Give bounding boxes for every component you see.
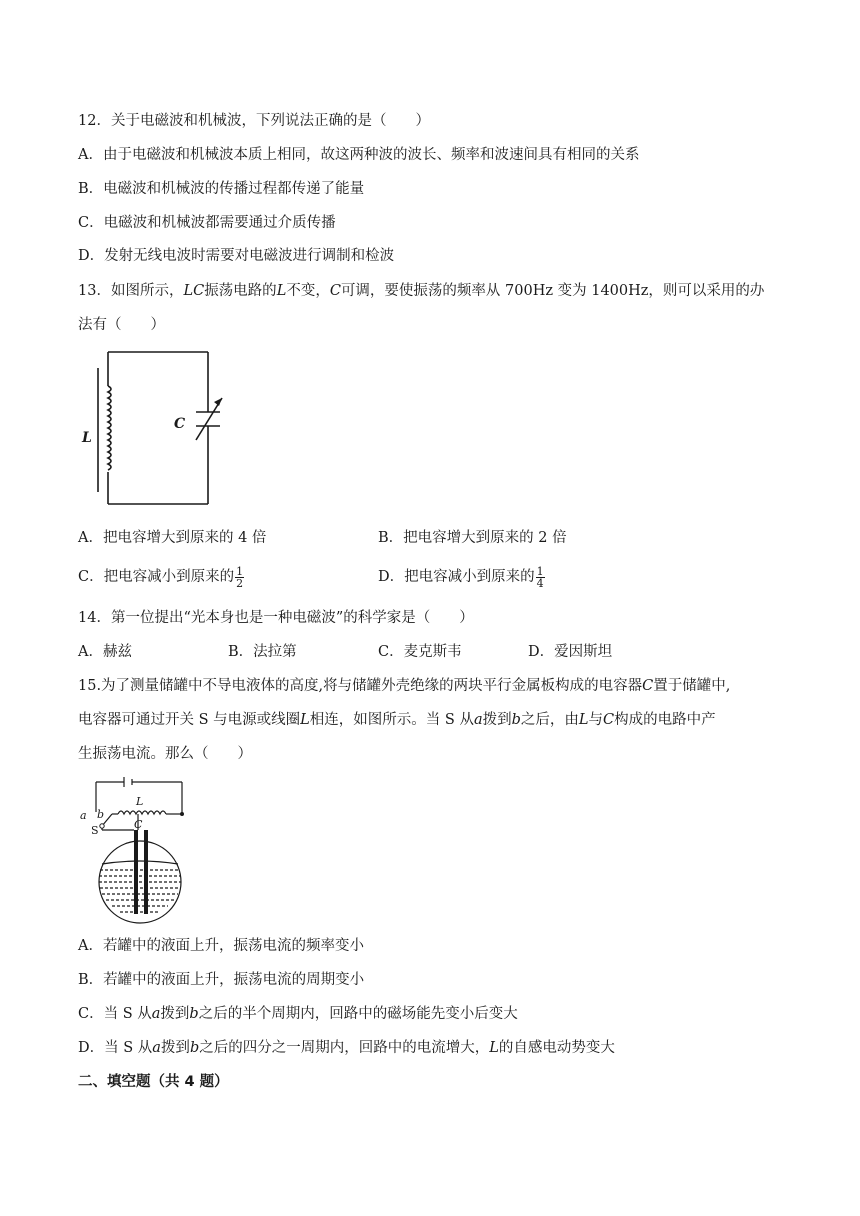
q15-option-a: A．若罐中的液面上升，振荡电流的频率变小: [78, 938, 364, 954]
q15-stem-line3: 生振荡电流。那么（ ）: [78, 746, 252, 762]
q13-stem-post: 可调，要使振荡的频率从 700Hz 变为 1400Hz，则可以采用的办: [340, 283, 765, 299]
q15-line2-mid2: 拨到: [482, 712, 512, 728]
q13-option-d: [378, 562, 545, 592]
q15-option-b: B．若罐中的液面上升，振荡电流的周期变小: [78, 972, 365, 988]
q15-d-pre: D．当 S 从: [78, 1040, 153, 1056]
lc-fig-label-l: L: [82, 430, 92, 446]
q14-option-d: D．爱因斯坦: [528, 644, 613, 660]
q13-stem-mid1: 振荡电路的: [204, 283, 277, 299]
q13-stem-line2: 法有（ ）: [78, 317, 165, 333]
q15-d-post: 的自感电动势变大: [498, 1040, 615, 1056]
lc-circuit-figure: [78, 346, 228, 514]
q15-line2-l2: L: [578, 712, 589, 728]
q15-c-post: 之后的半个周期内，回路中的磁场能先变小后变大: [198, 1006, 518, 1022]
q13-option-d-den: 4: [536, 576, 544, 590]
q15-c-a: a: [151, 1006, 161, 1022]
tank-fig-label-b: b: [97, 808, 105, 821]
q13-option-c-den: 2: [236, 576, 244, 590]
q12-option-b: B．电磁波和机械波的传播过程都传递了能量: [78, 181, 365, 197]
q15-d-mid: 拨到: [160, 1040, 190, 1056]
q13-option-a: A．把电容增大到原来的 4 倍: [78, 530, 267, 546]
q12-stem: 12．关于电磁波和机械波，下列说法正确的是（ ）: [78, 113, 430, 129]
q13-option-c-num: 1: [236, 564, 244, 578]
q15-line2-mid: 相连，如图所示。当 S 从: [309, 712, 474, 728]
q12-option-d: D．发射无线电波时需要对电磁波进行调制和检波: [78, 248, 395, 264]
tank-fig-label-c: C: [134, 818, 143, 831]
q15-line1-post: 置于储罐中,: [653, 678, 731, 694]
tank-fig-label-s: S: [91, 824, 99, 837]
q15-c-pre: C．当 S 从: [78, 1006, 152, 1022]
q15-line2-c: C: [603, 712, 615, 728]
q15-d-a: a: [152, 1040, 161, 1056]
q15-line2-mid4: 与: [588, 712, 604, 728]
q13-option-c-text: C．把电容减小到原来的: [78, 569, 235, 585]
q14-option-c: C．麦克斯韦: [378, 644, 462, 660]
q15-line2-post: 构成的电路中产: [614, 712, 716, 728]
q15-line2-pre: 电容器可通过开关 S 与电源或线圈: [78, 712, 301, 728]
q15-line1-pre: 15.为了测量储罐中不导电液体的高度,将与储罐外壳绝缘的两块平行金属板构成的电容器: [78, 678, 643, 694]
q13-option-d-text: D．把电容减小到原来的: [378, 569, 535, 585]
tank-circuit-figure: [78, 774, 198, 924]
q13-option-d-num: 1: [536, 564, 544, 578]
q14-option-a: A．赫兹: [78, 644, 132, 660]
q13-stem-pre: 13．如图所示，: [78, 283, 184, 299]
q15-stem-line1: [78, 676, 730, 696]
q15-d-l: L: [489, 1040, 499, 1056]
q15-c-mid: 拨到: [160, 1006, 190, 1022]
q13-option-b: B．把电容增大到原来的 2 倍: [378, 530, 567, 546]
q13-stem-lc: LC: [183, 283, 205, 299]
q12-option-c: C．电磁波和机械波都需要通过介质传播: [78, 215, 336, 231]
q13-stem-mid2: 不变，: [286, 283, 330, 299]
q13-stem-l: L: [276, 283, 287, 299]
q14-option-b: B．法拉第: [228, 644, 297, 660]
q13-stem: [78, 281, 764, 301]
q15-line2-b: b: [511, 712, 521, 728]
q15-option-c: [78, 1004, 518, 1024]
q15-stem-line2: [78, 710, 716, 730]
q13-option-c: [78, 562, 244, 592]
q15-d-mid2: 之后的四分之一周期内，回路中的电流增大，: [199, 1040, 490, 1056]
q14-stem: 14．第一位提出“光本身也是一种电磁波”的科学家是（ ）: [78, 610, 474, 626]
q15-line2-l: L: [300, 712, 310, 728]
q15-line1-c: C: [642, 678, 654, 694]
q13-option-d-fraction: [536, 566, 545, 589]
tank-fig-label-l: L: [136, 795, 144, 808]
q15-c-b: b: [189, 1006, 199, 1022]
q15-line2-a: a: [473, 712, 483, 728]
q13-option-c-fraction: [235, 566, 244, 589]
tank-fig-label-a: a: [80, 809, 87, 822]
section-2-heading: 二、填空题（共 4 题）: [78, 1074, 229, 1090]
q15-line2-mid3: 之后，由: [520, 712, 579, 728]
q15-option-d: [78, 1038, 615, 1058]
q12-option-a: A．由于电磁波和机械波本质上相同，故这两种波的波长、频率和波速间具有相同的关系: [78, 147, 640, 163]
q15-d-b: b: [189, 1040, 200, 1056]
lc-fig-label-c: C: [174, 416, 186, 432]
q13-stem-c: C: [329, 283, 341, 299]
